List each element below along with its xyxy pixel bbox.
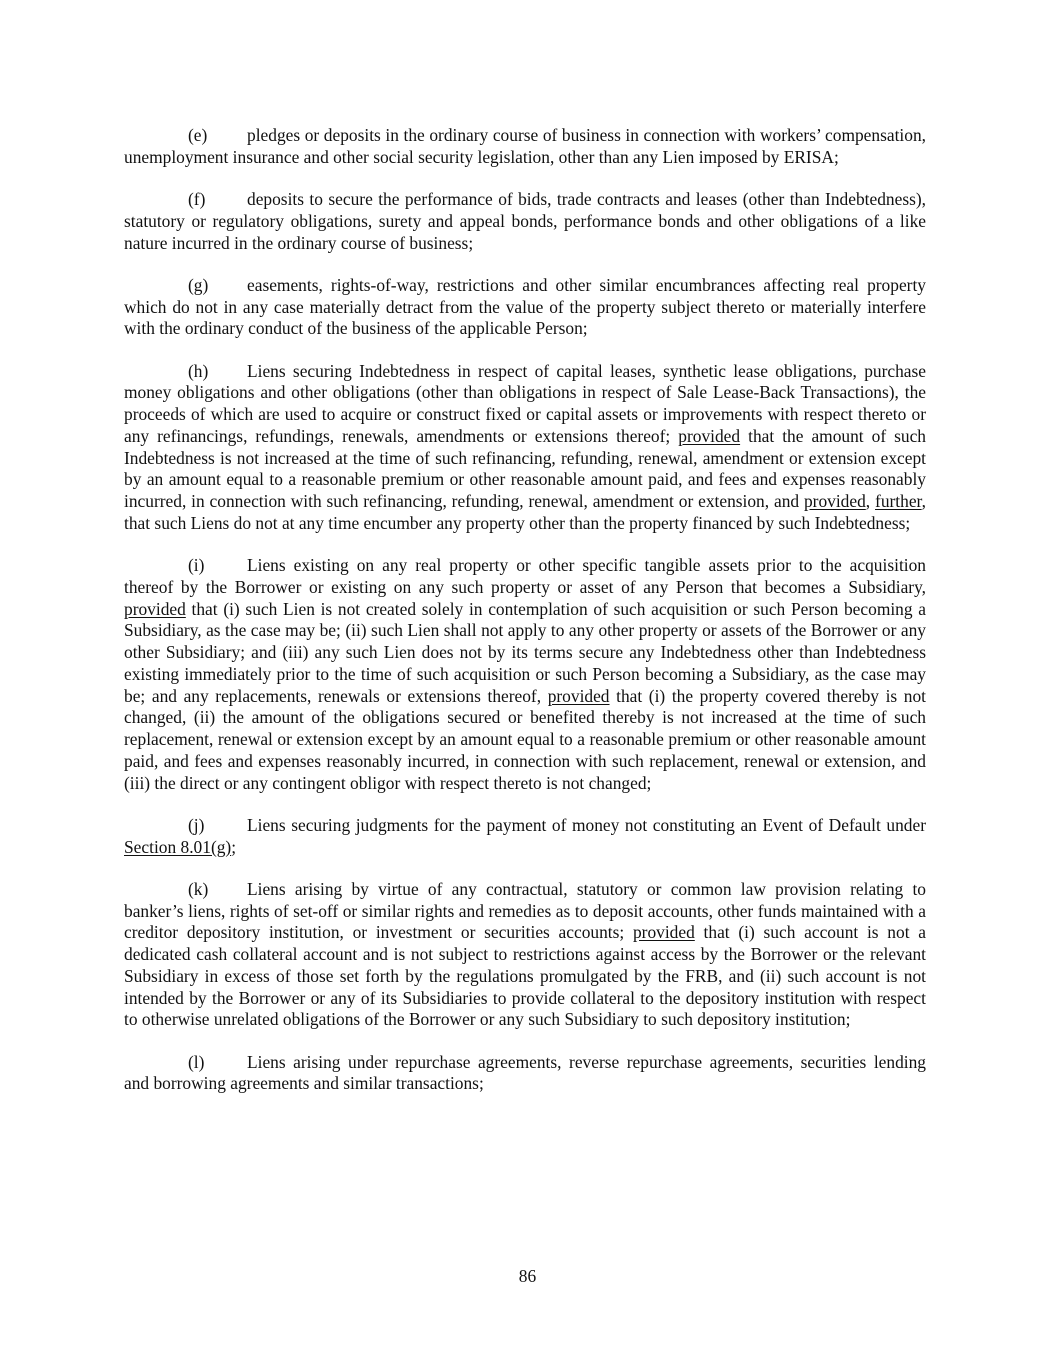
page-number: 86 bbox=[518, 1266, 537, 1286]
clause-l bbox=[124, 1052, 926, 1096]
clause-k bbox=[124, 879, 926, 1031]
clause-text: Liens securing Indebtedness in respect of capital leases, synthetic lease obligations, purchase money obligations and other obligations (other than obligations in respect of Sale Lease-Back Transactions), the proceeds of which are used to acquire or construct fixed or capital assets or improvements with respect thereto or any refinancings, refundings, renewals, amendments or extensions thereof; bbox=[124, 360, 926, 446]
clause-text: Liens arising by virtue of any contractual, statutory or common law provision relating to banker’s liens, rights of set-off or similar rights and remedies as to deposit accounts, other funds maintained with a creditor depository institution, or investment or securities accounts; bbox=[124, 878, 926, 943]
clause-text: that (i) such Lien is not created solely in contemplation of such acquisition or such Person becoming a Subsidiary, as the case may be; (ii) such Lien shall not apply to any other property or assets of the Borrower or any other Subsidiary; and (iii) any such Lien does not by its terms secure any Indebtedness other than Indebtedness existing immediately prior to the time of such acquisition or such Person becoming a Subsidiary, as the case may be; and any replacements, renewals or extensions thereof, bbox=[124, 598, 926, 706]
clause-text: Liens existing on any real property or other specific tangible assets prior to the acquisition thereof by the Borrower or existing on any such property or asset of any Person that becomes a Subsidiary, bbox=[124, 555, 926, 597]
clause-label: (l) bbox=[188, 1051, 205, 1072]
clause-text: deposits to secure the performance of bids, trade contracts and leases (other than Indebtedness), statutory or regulatory obligations, surety and appeal bonds, performance bonds and other obligations of a like nature incurred in the ordinary course of business; bbox=[124, 189, 926, 253]
clause-label: (g) bbox=[188, 274, 209, 295]
clause-text: that (i) the property covered thereby is not changed, (ii) the amount of the obligations secured or benefited thereby is not increased at the time of such replacement, renewal or extension except by an amount equal to a reasonable premium or other reasonable amount paid, and fees and expenses reasonably incurred, in connection with such replacement, renewal or extension, and (iii) the direct or any contingent obligor with respect thereto is not changed; bbox=[124, 685, 927, 793]
clause-text: Liens securing judgments for the payment of money not constituting an Event of Default under bbox=[247, 814, 926, 835]
clause-text: that the amount of such Indebtedness is not increased at the time of such refinancing, refunding, renewal, amendment or extension except by an amount equal to a reasonable premium or other reasonable amount paid, and fees and expenses reasonably incurred, in connection with such refinancing, refunding, renewal, amendment or extension, and bbox=[124, 425, 927, 511]
section-reference: Section 8.01(g) bbox=[124, 836, 232, 857]
provided-term: provided bbox=[124, 598, 186, 619]
clause-g bbox=[124, 275, 926, 340]
clause-f bbox=[124, 189, 926, 254]
document-body bbox=[124, 125, 926, 1116]
clause-text: Liens arising under repurchase agreements, reverse repurchase agreements, securities lending and borrowing agreements and similar transactions; bbox=[124, 1051, 926, 1094]
clause-i bbox=[124, 555, 926, 794]
provided-term: provided bbox=[547, 685, 610, 706]
clause-e bbox=[124, 125, 926, 169]
clause-text: easements, rights-of-way, restrictions and other similar encumbrances affecting real property which do not in any case materially detract from the value of the property subject thereto or materially interfere with the ordinary conduct of the business of the applicable Person; bbox=[124, 274, 926, 339]
provided-term: provided bbox=[803, 491, 866, 511]
clause-label: (h) bbox=[188, 360, 209, 381]
clause-label: (f) bbox=[188, 189, 206, 209]
clause-label: (e) bbox=[188, 125, 208, 145]
clause-text: , bbox=[865, 491, 876, 511]
provided-term: provided bbox=[678, 425, 741, 446]
clause-label: (j) bbox=[188, 814, 205, 835]
clause-text: pledges or deposits in the ordinary course of business in connection with workers’ compensation, unemployment insurance and other social security legislation, other than any Lien imposed by ERISA; bbox=[124, 125, 926, 167]
provided-term: provided bbox=[632, 922, 695, 943]
clause-text: ; bbox=[231, 836, 237, 857]
further-term: further bbox=[875, 491, 922, 511]
clause-label: (k) bbox=[188, 878, 209, 899]
clause-h bbox=[124, 361, 926, 535]
clause-label: (i) bbox=[188, 555, 205, 575]
clause-j bbox=[124, 815, 926, 859]
clause-text: that (i) such account is not a dedicated cash collateral account and is not subject to restrictions against access by the Borrower or the relevant Subsidiary in excess of those set forth by the regulations promulgated by the FRB, and (ii) such account is not intended by the Borrower or any of its Subsidiaries to provide collateral to the depository institution with respect to otherwise unrelated obligations of the Borrower or any such Subsidiary to such depository institution; bbox=[124, 922, 926, 1030]
clause-text: , that such Liens do not at any time encumber any property other than the property financed by such Indebtedness; bbox=[124, 491, 927, 533]
